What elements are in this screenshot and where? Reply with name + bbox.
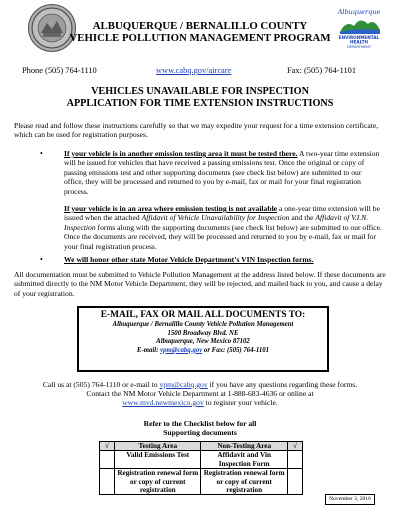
bullet1-lead: If your vehicle is in another emission testing area it must be tested there. bbox=[64, 149, 298, 158]
table-row bbox=[100, 469, 303, 495]
logo-word: Albuquerque bbox=[337, 8, 381, 16]
callus-line3-end: to register your vehicle. bbox=[203, 398, 278, 407]
vin-honor-note: We will honor other state Motor Vehicle Department’s VIN Inspection forms. bbox=[64, 255, 314, 264]
bullet-marker-1: • bbox=[40, 149, 43, 158]
check-column-header: √ bbox=[287, 442, 302, 451]
para2-italic2: Affidavit of V.I.N. Inspection bbox=[64, 213, 369, 232]
callus-line1 bbox=[0, 380, 400, 389]
logo-line1: ENVIRONMENTAL bbox=[338, 35, 380, 40]
document-title-line2: APPLICATION FOR TIME EXTENSION INSTRUCTIONS bbox=[66, 98, 334, 109]
mvd-website-link[interactable]: www.mvd.newmexico.gov bbox=[122, 398, 204, 407]
agency-name-line1: ALBUQUERQUE / BERNALILLO COUNTY bbox=[92, 20, 308, 32]
mailbox-email-label: E-mail: bbox=[136, 346, 161, 354]
row2-nontesting: Registration renewal form or copy of current registration bbox=[201, 469, 287, 495]
callus-line3 bbox=[0, 398, 400, 407]
revision-date: November 3, 2016 bbox=[325, 494, 375, 505]
row2-testing: Registration renewal form or copy of current registration bbox=[115, 469, 201, 495]
mailbox-fax: or Fax: (505) 764-1101 bbox=[202, 346, 270, 354]
mailbox-line2: 1500 Broadway Blvd. NE bbox=[167, 329, 239, 337]
non-testing-paragraph bbox=[64, 204, 382, 251]
submission-note: All documentation must be submitted to Vehicle Pollution Management at the address listed below. If these documents are submitted directly to the NM Motor Vehicle Department, they will be rejected, and mailed back to you, and cause a delay of your registration. bbox=[14, 270, 386, 298]
checkbox-cell[interactable] bbox=[287, 451, 302, 469]
non-testing-area-header: Non-Testing Area bbox=[201, 442, 287, 451]
para2-part1: a one-year time extension will be issued when the attached bbox=[64, 204, 380, 223]
table-row bbox=[100, 451, 303, 469]
para2-part3: forms along with the supporting documents (see check list below) are submitted to our office. Once the documents are received, they will be processed and returned to you by e-mail, fax or mail for your final registration process. bbox=[64, 222, 382, 251]
checkbox-cell[interactable] bbox=[100, 451, 115, 469]
fax-number: Fax: (505) 764-1101 bbox=[287, 66, 357, 75]
bullet1-body: A two-year time extension will be issued for vehicles that have received a passing emissions test. Once the original or copy of passing emissions test and other supporting documents (see check list below) are submitted to our office, they will be processed and returned to you by e-mail, fax or mail for your final registration process. bbox=[64, 149, 380, 196]
document-title-line1: VEHICLES UNAVAILABLE FOR INSPECTION bbox=[91, 86, 309, 97]
checkbox-cell[interactable] bbox=[287, 469, 302, 495]
bullet1-paragraph bbox=[64, 149, 382, 196]
check-column-header: √ bbox=[100, 442, 115, 451]
aircare-link[interactable]: www.cabq.gov/aircare bbox=[156, 66, 232, 75]
mailbox-line1: Albuquerque / Bernalillo County Vehicle Pollution Management bbox=[112, 321, 294, 328]
para2-italic1: Affidavit of Vehicle Unavailability for Inspection bbox=[141, 213, 290, 223]
checklist-title2: Supporting documents bbox=[163, 428, 237, 437]
agency-name-line2: VEHICLE POLLUTION MANAGEMENT PROGRAM bbox=[69, 32, 331, 44]
row1-nontesting: Affidavit and Vin Inspection Form bbox=[201, 451, 287, 469]
para2-lead: If your vehicle is in an area where emission testing is not available bbox=[64, 204, 278, 213]
logo-line3: DEPARTMENT bbox=[346, 45, 372, 48]
submission-address-box bbox=[77, 306, 329, 372]
checklist-table bbox=[99, 441, 303, 495]
mailbox-contact-line bbox=[79, 347, 327, 356]
checkbox-cell[interactable] bbox=[100, 469, 115, 495]
callus-part1: Call us at (505) 764-1110 or e-mail to bbox=[42, 380, 160, 389]
mailbox-email-link[interactable]: vpm@cabq.gov bbox=[160, 346, 203, 354]
table-header-row bbox=[100, 442, 303, 451]
callus-email-link[interactable]: vpm@cabq.gov bbox=[159, 380, 208, 389]
checklist-title1: Refer to the Checklist below for all bbox=[143, 419, 257, 428]
testing-area-header: Testing Area bbox=[115, 442, 201, 451]
callus-line2: Contact the NM Motor Vehicle Department at 1-888-683-4636 or online at bbox=[86, 389, 314, 398]
mailbox-line3: Albuquerque, New Mexico 87102 bbox=[156, 338, 250, 346]
bullet-marker-3: • bbox=[40, 255, 43, 264]
callus-part2: if you have any questions regarding these forms. bbox=[207, 380, 358, 389]
phone-number: Phone (505) 764-1110 bbox=[22, 66, 97, 75]
logo-line2: HEALTH bbox=[350, 39, 368, 45]
row1-testing: Valid Emissions Test bbox=[115, 451, 201, 469]
intro-paragraph: Please read and follow these instructions carefully so that we may expedite your request for a time extension certificate, which can be used for registration purposes. bbox=[14, 121, 379, 140]
mailbox-heading: E-MAIL, FAX OR MAIL ALL DOCUMENTS TO: bbox=[100, 310, 306, 320]
para2-part2: and the bbox=[289, 213, 316, 223]
